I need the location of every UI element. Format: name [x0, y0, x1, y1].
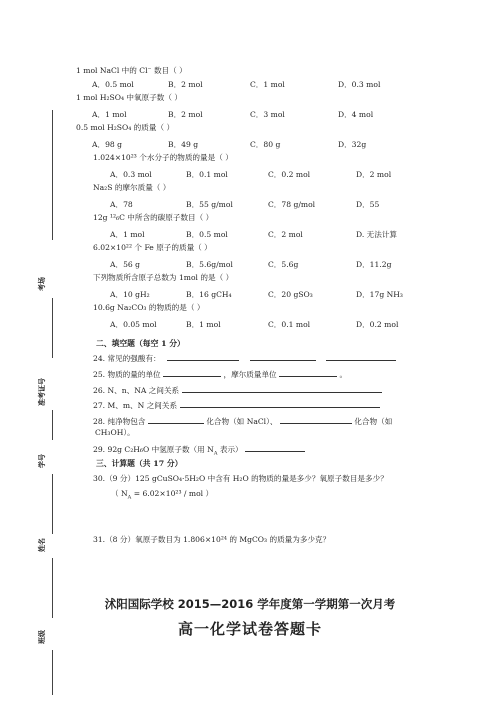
question-15-option-b[interactable]: B．2 mol: [168, 80, 203, 89]
binding-line-3: [52, 410, 53, 440]
question-17-option-d[interactable]: D．32g: [338, 140, 367, 149]
question-18-option-a[interactable]: A．0.3 mol: [110, 170, 152, 179]
binding-line-bottom: [52, 650, 53, 695]
question-18-option-c[interactable]: C．0.2 mol: [268, 170, 311, 179]
q26-text: 26. N、n、NA 之间关系: [93, 386, 180, 395]
question-18-option-d[interactable]: D．2 mol: [356, 170, 392, 179]
q29-text-a: 29. 92g C₂H₆O 中氢原子数（用 N: [93, 445, 214, 454]
q25-blank-2[interactable]: [279, 368, 337, 377]
question-15: 1 mol NaCl 中的 Cl⁻ 数目（ ）: [76, 66, 187, 75]
q28-blank-1[interactable]: [148, 415, 204, 424]
question-22: 下列物质所含原子总数为 1mol 的是（ ）: [93, 273, 234, 282]
question-16-option-a[interactable]: A．1 mol: [92, 110, 127, 119]
question-15-option-c[interactable]: C．1 mol: [250, 80, 285, 89]
question-17-option-b[interactable]: B．49 g: [168, 140, 199, 149]
question-21-option-b[interactable]: B．5.6g/mol: [186, 260, 233, 269]
question-16-option-c[interactable]: C．3 mol: [250, 110, 285, 119]
q29-blank[interactable]: [245, 443, 305, 452]
q28-text-c: 化合物（如: [354, 417, 393, 426]
question-22-option-d[interactable]: D．17g NH₃: [356, 290, 403, 299]
question-17-option-c[interactable]: C．80 g: [250, 140, 281, 149]
label-name: 姓名: [37, 538, 46, 552]
section-fill-in-title: 二、填空题（每空 1 分）: [96, 339, 185, 348]
q26-blank[interactable]: [182, 384, 382, 393]
question-19-option-a[interactable]: A．78: [110, 200, 133, 209]
q28-text-a: 28. 纯净物包含: [93, 417, 146, 426]
label-exam-room: 考场: [37, 277, 46, 291]
school-exam-title: 沭阳国际学校 2015—2016 学年度第一学期第一次月考: [104, 597, 396, 611]
question-20-option-c[interactable]: C．2 mol: [268, 230, 303, 239]
question-17: 0.5 mol H₂SO₄ 的质量（ ）: [76, 123, 175, 132]
question-28-cont: CH₃OH）。: [95, 428, 135, 437]
q28-blank-2[interactable]: [280, 415, 352, 424]
q27-blank[interactable]: [180, 399, 380, 408]
label-student-number: 学号: [37, 454, 46, 468]
q29-sub: A: [213, 450, 218, 457]
question-28: [93, 415, 392, 427]
question-23-option-b[interactable]: B．1 mol: [186, 320, 221, 329]
binding-line-4: [52, 474, 53, 534]
question-16-option-b[interactable]: B．2 mol: [168, 110, 203, 119]
question-30: 30.（9 分）125 gCuSO₄·5H₂O 中含有 H₂O 的物质的量是多少？氧原子数目是多少？: [93, 474, 388, 483]
question-23-option-c[interactable]: C．0.1 mol: [268, 320, 311, 329]
section-calculation-title: 三、计算题（共 17 分）: [96, 459, 183, 468]
q24-text: 24. 常见的强酸有：: [93, 354, 161, 363]
q24-blank-1[interactable]: [167, 352, 239, 361]
question-16: 1 mol H₂SO₄ 中氧原子数（ ）: [76, 93, 182, 102]
question-22-option-a[interactable]: A．10 gH₂: [110, 290, 150, 299]
question-30-constant: （ $N_A = 6.02\times 10^{23}$ / mol ）: [111, 489, 214, 501]
q28-text-b: 化合物（如 NaCl）、: [206, 417, 278, 426]
question-17-option-a[interactable]: A．98 g: [92, 140, 123, 149]
question-23-option-a[interactable]: A．0.05 mol: [110, 320, 157, 329]
answer-sheet-title: 高一化学试卷答题卡: [177, 620, 322, 638]
question-21: 6.02×10²² 个 Fe 原子的质量（ ）: [93, 243, 212, 252]
question-15-option-a[interactable]: A．0.5 mol: [92, 80, 134, 89]
question-31: 31.（8 分）氧原子数目为 1.806×10²⁴ 的 MgCO₃ 的质量为多少克？: [93, 535, 331, 544]
question-19-option-d[interactable]: D．55: [356, 200, 380, 209]
question-22-option-c[interactable]: C．20 gSO₃: [268, 290, 313, 299]
question-19-option-c[interactable]: C．78 g/mol: [268, 200, 316, 209]
label-admission-number: 准考证号: [37, 378, 46, 406]
question-20-option-b[interactable]: B．0.5 mol: [186, 230, 228, 239]
binding-line-2: [52, 298, 53, 358]
question-27: [93, 399, 380, 411]
question-21-option-a[interactable]: A．56 g: [110, 260, 141, 269]
question-19: Na₂S 的摩尔质量（ ）: [93, 183, 171, 192]
q24-blank-2[interactable]: [250, 352, 316, 361]
q27-text: 27. M、m、N 之间关系: [93, 401, 178, 410]
question-22-option-b[interactable]: B．16 gCH₄: [186, 290, 232, 299]
question-24: [93, 352, 396, 364]
question-15-option-d[interactable]: D．0.3 mol: [338, 80, 381, 89]
q29-text-b: 表示）: [217, 445, 243, 454]
q24-blank-3[interactable]: [326, 352, 396, 361]
question-20: 12g ¹²₆C 中所含的碳原子数目（ ）: [93, 213, 214, 222]
binding-line-top: [52, 110, 53, 240]
question-23: 10.6g Na₂CO₃ 的物质的是（ ）: [93, 303, 205, 312]
question-26: [93, 384, 382, 396]
question-21-option-d[interactable]: D．11.2g: [356, 260, 392, 269]
q25-blank-1[interactable]: [163, 368, 221, 377]
question-19-option-b[interactable]: B．55 g/mol: [186, 200, 233, 209]
question-29: [93, 443, 305, 459]
label-class: 班级: [37, 630, 46, 644]
question-16-option-d[interactable]: D．4 mol: [338, 110, 374, 119]
question-21-option-c[interactable]: C．5.6g: [268, 260, 299, 269]
question-20-option-a[interactable]: A．1 mol: [110, 230, 145, 239]
q25-text-a: 25. 物质的量的单位: [93, 370, 161, 379]
question-23-option-d[interactable]: D．0.2 mol: [356, 320, 399, 329]
question-18-option-b[interactable]: B．0.1 mol: [186, 170, 228, 179]
q25-text-b: ，摩尔质量单位: [223, 370, 277, 379]
question-18: 1.024×10²³ 个水分子的物质的量是（ ）: [93, 153, 233, 162]
question-25: 25. 物质的量的单位 ，摩尔质量单位 。: [93, 370, 348, 379]
question-20-option-d[interactable]: D. 无法计算: [356, 230, 398, 239]
